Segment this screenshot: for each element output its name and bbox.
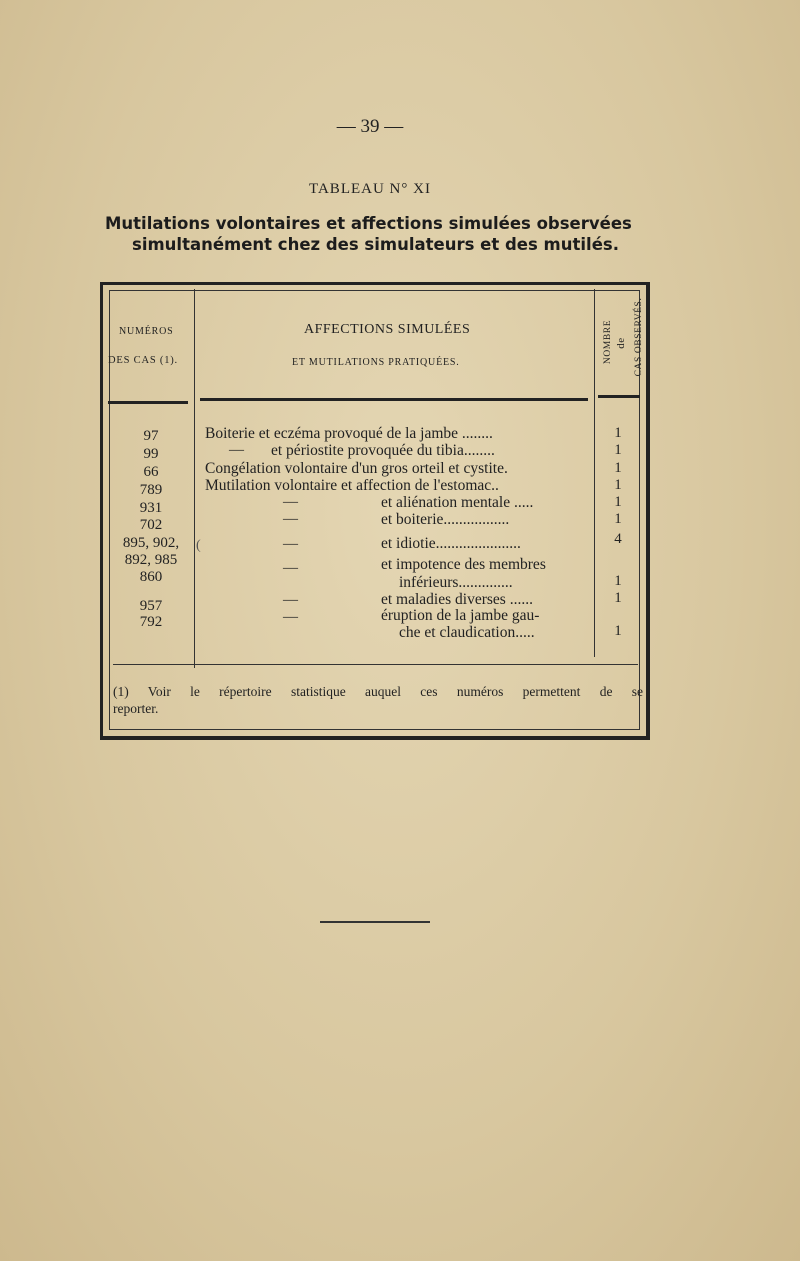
col2-header-line1: AFFECTIONS SIMULÉES <box>304 322 471 337</box>
affection-text: et impotence des membres <box>381 556 546 573</box>
col-divider-1 <box>194 289 195 668</box>
ditto-dash: — <box>283 536 298 552</box>
col1-header-line2: DES CAS (1). <box>108 355 178 366</box>
case-count: 4 <box>614 531 622 547</box>
footnote-line-1: (1) Voir le répertoire statistique auquel ces numéros permettent de se <box>113 684 643 699</box>
case-number: 99 <box>143 446 159 462</box>
brace-mark: ( <box>196 538 201 553</box>
header-rule-col3 <box>598 395 640 398</box>
case-count: 1 <box>614 477 622 493</box>
ditto-dash: — <box>283 609 298 625</box>
affection-text: Mutilation volontaire et affection de l'estomac.. <box>205 477 499 494</box>
case-number: 895, 902, <box>122 535 180 551</box>
case-number: 957 <box>139 598 163 614</box>
ditto-dash: — <box>229 442 244 458</box>
case-count: 1 <box>614 573 622 589</box>
table-title: TABLEAU N° XI <box>309 181 431 197</box>
heading-line-1: Mutilations volontaires et affections simulées observées <box>105 214 632 233</box>
case-number: 860 <box>139 569 163 585</box>
affection-text: éruption de la jambe gau- <box>381 607 540 624</box>
case-count: 1 <box>614 590 622 606</box>
affection-text: Boiterie et eczéma provoqué de la jambe ........ <box>205 425 493 442</box>
affection-text: et boiterie................. <box>381 511 510 528</box>
page-number: — 39 — <box>336 116 404 137</box>
footnote-line-2: reporter. <box>113 701 159 716</box>
col3-header-line2: de <box>615 337 627 349</box>
affection-text: et idiotie...................... <box>381 535 521 552</box>
case-count: 1 <box>614 623 622 639</box>
case-count: 1 <box>614 442 622 458</box>
affection-text: et maladies diverses ...... <box>381 591 533 608</box>
ditto-dash: — <box>283 560 298 576</box>
case-number: 66 <box>143 464 159 480</box>
affection-text-cont: che et claudication..... <box>399 624 535 641</box>
footnote-rule <box>113 664 638 665</box>
case-count: 1 <box>614 425 622 441</box>
ditto-dash: — <box>283 494 298 510</box>
affection-text: et périostite provoquée du tibia........ <box>271 442 495 459</box>
col-divider-2 <box>594 289 595 657</box>
case-number-cont: 892, 985 <box>124 552 178 568</box>
affection-text-cont: inférieurs.............. <box>399 574 513 591</box>
case-count: 1 <box>614 511 622 527</box>
case-number: 792 <box>139 614 163 630</box>
col2-header-line2: ET MUTILATIONS PRATIQUÉES. <box>292 357 460 368</box>
case-count: 1 <box>614 460 622 476</box>
affection-text: et aliénation mentale ..... <box>381 494 534 511</box>
case-number: 702 <box>139 517 163 533</box>
col1-header-line1: NUMÉROS <box>119 326 174 337</box>
ditto-dash: — <box>283 592 298 608</box>
affection-text: Congélation volontaire d'un gros orteil et cystite. <box>205 460 508 477</box>
ditto-dash: — <box>283 511 298 527</box>
closing-rule <box>320 921 430 923</box>
case-number: 97 <box>143 428 159 444</box>
col3-header-line1: NOMBRE <box>603 319 613 365</box>
header-rule-col2 <box>200 398 588 401</box>
case-number: 789 <box>139 482 163 498</box>
heading-line-2: simultanément chez des simulateurs et des mutilés. <box>132 235 619 254</box>
header-rule-col1 <box>108 401 188 404</box>
col3-header-line3: CAS OBSERVÉS. <box>634 297 644 377</box>
case-number: 931 <box>139 500 163 516</box>
case-count: 1 <box>614 494 622 510</box>
